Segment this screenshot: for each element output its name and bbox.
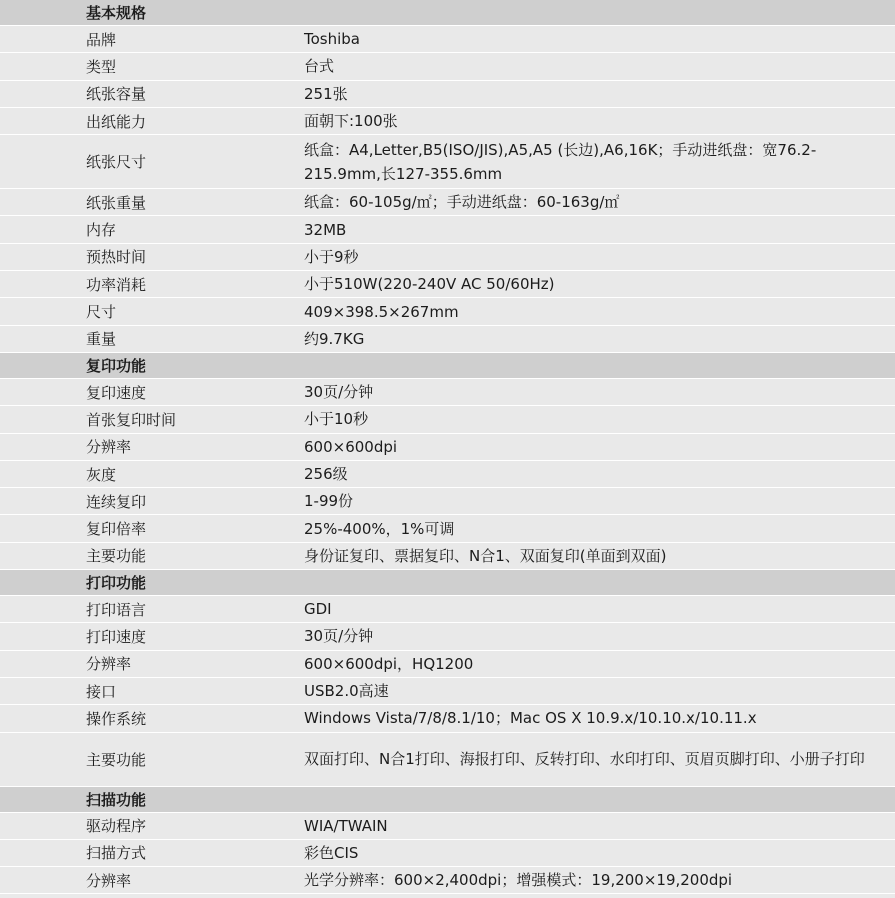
spec-label: 首张复印时间: [86, 410, 177, 429]
section-title: 复印功能: [86, 356, 147, 375]
spec-value: USB2.0高速: [304, 682, 389, 701]
spec-value: 600×600dpi: [304, 437, 398, 456]
spec-label: 灰度: [86, 465, 117, 484]
spec-row: [0, 81, 895, 108]
spec-value: 30页/分钟: [304, 383, 374, 402]
spec-row: [0, 26, 895, 53]
spec-label: 出纸能力: [86, 112, 147, 131]
spec-label: 驱动程序: [86, 817, 147, 836]
spec-row: [0, 813, 895, 840]
spec-row: [0, 189, 895, 216]
spec-label: 功率消耗: [86, 275, 147, 294]
spec-value: 台式: [304, 57, 335, 76]
section-header: [0, 0, 895, 26]
spec-label: 分辨率: [86, 438, 132, 457]
spec-row: [0, 53, 895, 80]
spec-value: 256级: [304, 465, 348, 483]
spec-value: 双面打印、N合1打印、海报打印、反转打印、水印打印、页眉页脚打印、小册子打印: [304, 750, 865, 769]
spec-label: 重量: [86, 330, 117, 349]
spec-row: [0, 298, 895, 325]
spec-label: 纸张容量: [86, 85, 147, 104]
spec-row: [0, 733, 895, 787]
spec-label: 分辨率: [86, 871, 132, 890]
section-title: 基本规格: [86, 4, 147, 22]
section-header: [0, 353, 895, 379]
spec-row: [0, 867, 895, 894]
spec-value: 小于10秒: [304, 410, 369, 429]
spec-value: 身份证复印、票据复印、N合1、双面复印(单面到双面): [304, 546, 667, 565]
section-title: 扫描功能: [86, 790, 147, 809]
spec-row: [0, 461, 895, 488]
spec-label: 主要功能: [86, 750, 147, 769]
spec-value: 32MB: [304, 220, 347, 239]
section-header: [0, 787, 895, 813]
spec-value: 25%-400%，1%可调: [304, 519, 455, 538]
spec-value: 30页/分钟: [304, 627, 374, 646]
spec-label: 纸张尺寸: [86, 153, 147, 172]
spec-label: 连续复印: [86, 492, 147, 511]
spec-label: 分辨率: [86, 655, 132, 674]
spec-label: 内存: [86, 221, 117, 240]
spec-value: 小于9秒: [304, 247, 359, 266]
spec-row: [0, 271, 895, 298]
spec-value: 约9.7KG: [304, 329, 365, 348]
spec-label: 打印语言: [86, 600, 147, 619]
spec-row: [0, 406, 895, 433]
spec-value: WIA/TWAIN: [304, 816, 388, 835]
spec-value: 纸盒：A4,Letter,B5(ISO/JIS),A5,A5 (长边),A6,16K；手动进纸盘：宽76.2-215.9mm,长127-355.6mm: [304, 140, 817, 183]
spec-label: 接口: [86, 682, 117, 701]
spec-row: [0, 840, 895, 867]
spec-value: 纸盒：60-105g/㎡；手动进纸盘：60-163g/㎡: [304, 193, 620, 212]
spec-label: 纸张重量: [86, 193, 147, 212]
spec-row: [0, 135, 895, 189]
spec-label: 尺寸: [86, 303, 117, 322]
spec-value: 面朝下:100张: [304, 112, 398, 131]
spec-row: [0, 678, 895, 705]
spec-row: [0, 108, 895, 135]
spec-row: [0, 434, 895, 461]
spec-label: 复印倍率: [86, 520, 147, 539]
spec-row: [0, 596, 895, 623]
spec-row: [0, 543, 895, 570]
spec-row: [0, 623, 895, 650]
spec-value: Toshiba: [304, 30, 360, 49]
spec-value: Windows Vista/7/8/8.1/10；Mac OS X 10.9.x/10.10.x/10.11.x: [304, 709, 757, 728]
spec-value: 小于510W(220-240V AC 50/60Hz): [304, 275, 555, 294]
spec-value: 彩色CIS: [304, 843, 359, 862]
spec-label: 品牌: [86, 30, 117, 49]
spec-row: [0, 326, 895, 353]
section-title: 打印功能: [86, 574, 147, 593]
spec-row: [0, 244, 895, 271]
spec-label: 类型: [86, 57, 117, 76]
spec-value: 409×398.5×267mm: [304, 302, 459, 321]
spec-value: GDI: [304, 600, 332, 619]
spec-label: 操作系统: [86, 709, 147, 728]
spec-label: 扫描方式: [86, 844, 147, 863]
spec-value: 1-99份: [304, 492, 354, 511]
spec-label: 复印速度: [86, 383, 147, 402]
spec-row: [0, 515, 895, 542]
spec-label: 打印速度: [86, 627, 147, 646]
section-header: [0, 570, 895, 596]
spec-row: [0, 651, 895, 678]
spec-value: 光学分辨率：600×2,400dpi；增强模式：19,200×19,200dpi: [304, 871, 733, 890]
spec-row: [0, 379, 895, 406]
spec-label: 主要功能: [86, 547, 147, 566]
spec-row: [0, 216, 895, 243]
spec-row: [0, 488, 895, 515]
spec-row: [0, 705, 895, 732]
spec-label: 预热时间: [86, 248, 147, 267]
spec-value: 251张: [304, 84, 348, 103]
spec-value: 600×600dpi，HQ1200: [304, 654, 474, 673]
